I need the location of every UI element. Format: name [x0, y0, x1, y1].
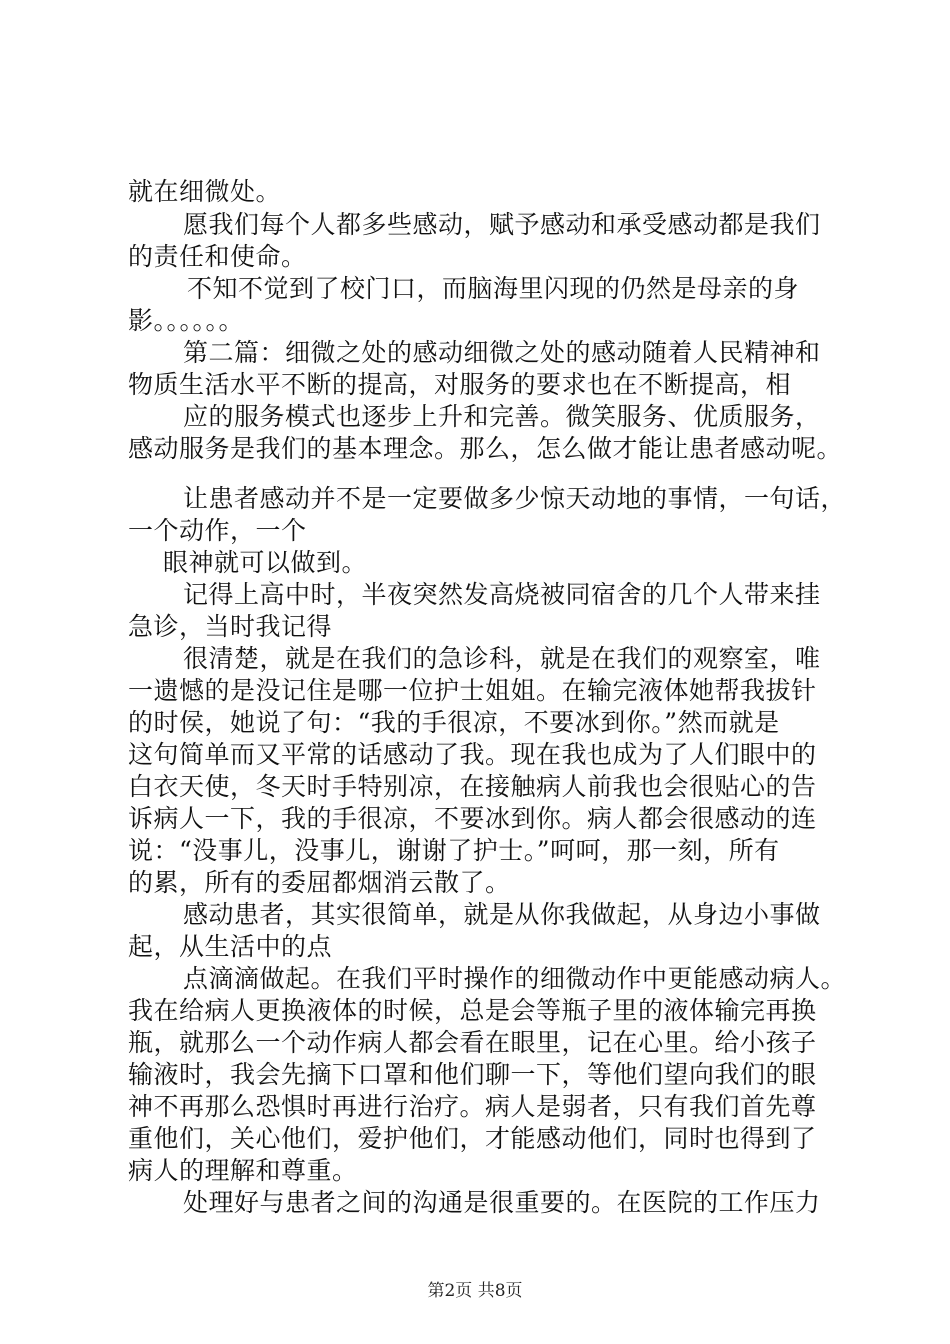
text-line: 瓶，就那么一个动作病人都会看在眼里，记在心里。给小孩子 [128, 1028, 817, 1057]
text-line: 这句简单而又平常的话感动了我。现在我也成为了人们眼中的 [128, 740, 817, 769]
text-line: 我在给病人更换液体的时候，总是会等瓶子里的液体输完再换 [128, 996, 817, 1025]
text-line: 愿我们每个人都多些感动，赋予感动和承受感动都是我们 [183, 210, 821, 239]
text-line: 诉病人一下，我的手很凉，不要冰到你。病人都会很感动的连 [128, 804, 817, 833]
text-line: 说：“没事儿，没事儿，谢谢了护士。”呵呵，那一刻，所有 [128, 836, 780, 865]
text-line: 感动患者，其实很简单，就是从你我做起，从身边小事做 [183, 900, 821, 929]
text-line: 白衣天使，冬天时手特别凉，在接触病人前我也会很贴心的告 [128, 772, 817, 801]
text-line: 很清楚，就是在我们的急诊科，就是在我们的观察室，唯 [183, 644, 821, 673]
text-line: 感动服务是我们的基本理念。那么，怎么做才能让患者感动呢。 [128, 434, 843, 463]
text-line: 的责任和使命。 [128, 242, 307, 271]
page-number-footer: 第2页 共8页 [427, 1281, 523, 1301]
text-line: 输液时，我会先摘下口罩和他们聊一下，等他们望向我们的眼 [128, 1060, 817, 1089]
text-line: 应的服务模式也逐步上升和完善。微笑服务、优质服务， [183, 402, 821, 431]
text-line: 记得上高中时，半夜突然发高烧被同宿舍的几个人带来挂 [183, 580, 821, 609]
text-line: 处理好与患者之间的沟通是很重要的。在医院的工作压力 [183, 1188, 821, 1217]
text-line: 病人的理解和尊重。 [128, 1156, 358, 1185]
text-line: 就在细微处。 [128, 177, 282, 206]
text-line: 影。。。。。。 [128, 306, 245, 335]
text-line: 的累，所有的委屈都烟消云散了。 [128, 868, 511, 897]
text-line: 一个动作，一个 [128, 516, 307, 545]
text-line: 的时侯，她说了句：“我的手很凉，不要冰到你。”然而就是 [128, 708, 780, 737]
text-line: 点滴滴做起。在我们平时操作的细微动作中更能感动病人。 [183, 964, 847, 993]
text-line: 起，从生活中的点 [128, 932, 333, 961]
text-line: 急诊，当时我记得 [128, 612, 333, 641]
text-line: 重他们，关心他们，爱护他们，才能感动他们，同时也得到了 [128, 1124, 817, 1153]
text-line: 神不再那么恐惧时再进行治疗。病人是弱者，只有我们首先尊 [128, 1092, 817, 1121]
text-line: 让患者感动并不是一定要做多少惊天动地的事情，一句话， [183, 484, 847, 513]
text-line: 物质生活水平不断的提高，对服务的要求也在不断提高，相 [128, 370, 792, 399]
text-line: 一遗憾的是没记住是哪一位护士姐姐。在输完液体她帮我拔针 [128, 676, 817, 705]
text-line: 眼神就可以做到。 [163, 548, 368, 577]
text-line: 第二篇：细微之处的感动细微之处的感动随着人民精神和 [183, 338, 821, 367]
text-line: 不知不觉到了校门口，而脑海里闪现的仍然是母亲的身 [187, 274, 800, 303]
